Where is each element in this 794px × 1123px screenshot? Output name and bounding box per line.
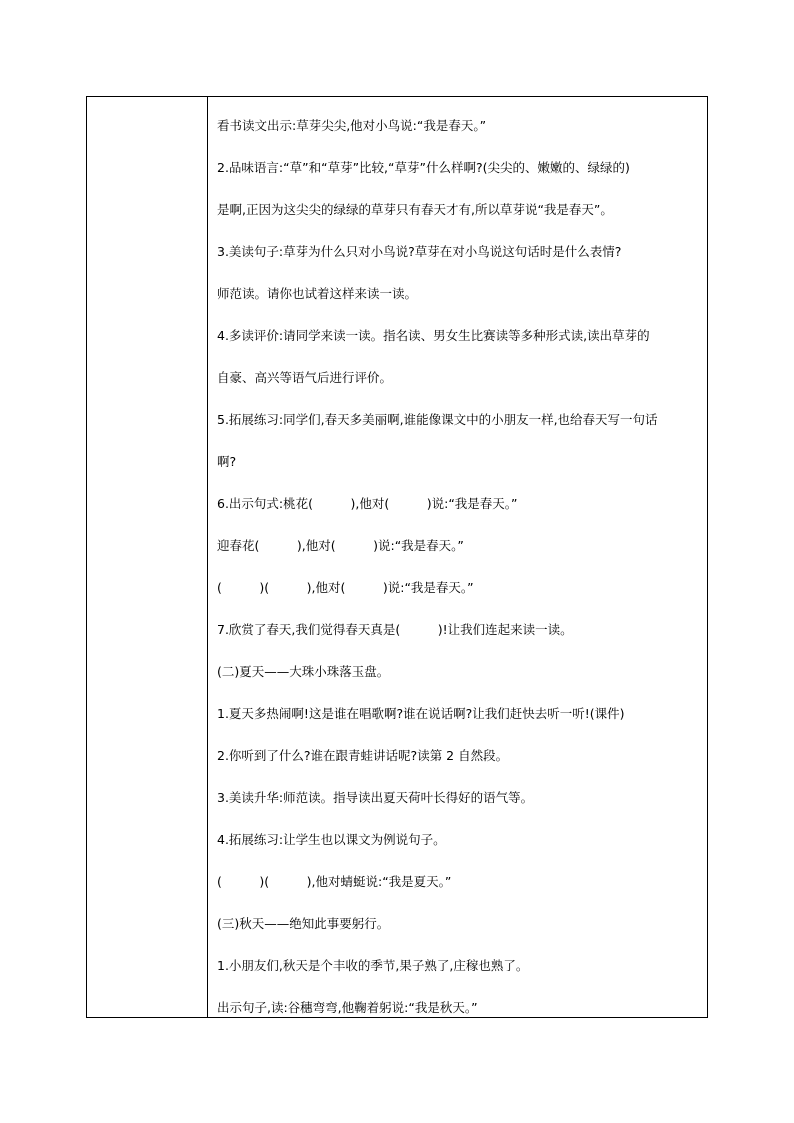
text-line: 2.你听到了什么?谁在跟青蛙讲话呢?读第 2 自然段。 <box>217 748 509 763</box>
section-heading: (二)夏天——大珠小珠落玉盘。 <box>217 664 390 679</box>
text-line: 3.美读句子:草芽为什么只对小鸟说?草芽在对小鸟说这句话时是什么表情? <box>217 244 622 259</box>
text-line: 5.拓展练习:同学们,春天多美丽啊,谁能像课文中的小朋友一样,也给春天写一句话 <box>217 412 658 427</box>
text-line: 1.夏天多热闹啊!这是谁在唱歌啊?谁在说话啊?让我们赶快去听一听!(课件) <box>217 706 625 721</box>
text-line: 啊? <box>217 454 237 469</box>
text-line: 1.小朋友们,秋天是个丰收的季节,果子熟了,庄稼也熟了。 <box>217 958 529 973</box>
table-left-column <box>87 97 208 1017</box>
text-line: ( )( ),他对蜻蜓说:“我是夏天。” <box>217 874 452 889</box>
text-line: 是啊,正因为这尖尖的绿绿的草芽只有春天才有,所以草芽说“我是春天”。 <box>217 202 613 217</box>
table-content-cell <box>209 97 707 1017</box>
text-line: 迎春花( ),他对( )说:“我是春天。” <box>217 538 464 553</box>
text-line: 2.品味语言:“草”和“草芽”比较,“草芽”什么样啊?(尖尖的、嫩嫩的、绿绿的) <box>217 160 630 175</box>
text-line: 出示句子,读:谷穗弯弯,他鞠着躬说:“我是秋天。” <box>217 1000 478 1015</box>
text-line: 4.多读评价:请同学来读一读。指名读、男女生比赛读等多种形式读,读出草芽的 <box>217 328 650 343</box>
lesson-plan-table <box>86 96 708 1018</box>
text-line: 6.出示句式:桃花( ),他对( )说:“我是春天。” <box>217 496 518 511</box>
text-line: 4.拓展练习:让学生也以课文为例说句子。 <box>217 832 446 847</box>
text-line: 师范读。请你也试着这样来读一读。 <box>217 286 418 301</box>
text-line: 7.欣赏了春天,我们觉得春天真是( )!让我们连起来读一读。 <box>217 622 573 637</box>
section-heading: (三)秋天——绝知此事要躬行。 <box>217 916 390 931</box>
text-line: 看书读文出示:草芽尖尖,他对小鸟说:“我是春天。” <box>217 118 487 133</box>
text-line: 3.美读升华:师范读。指导读出夏天荷叶长得好的语气等。 <box>217 790 534 805</box>
text-line: ( )( ),他对( )说:“我是春天。” <box>217 580 474 595</box>
text-line: 自豪、高兴等语气后进行评价。 <box>217 370 393 385</box>
